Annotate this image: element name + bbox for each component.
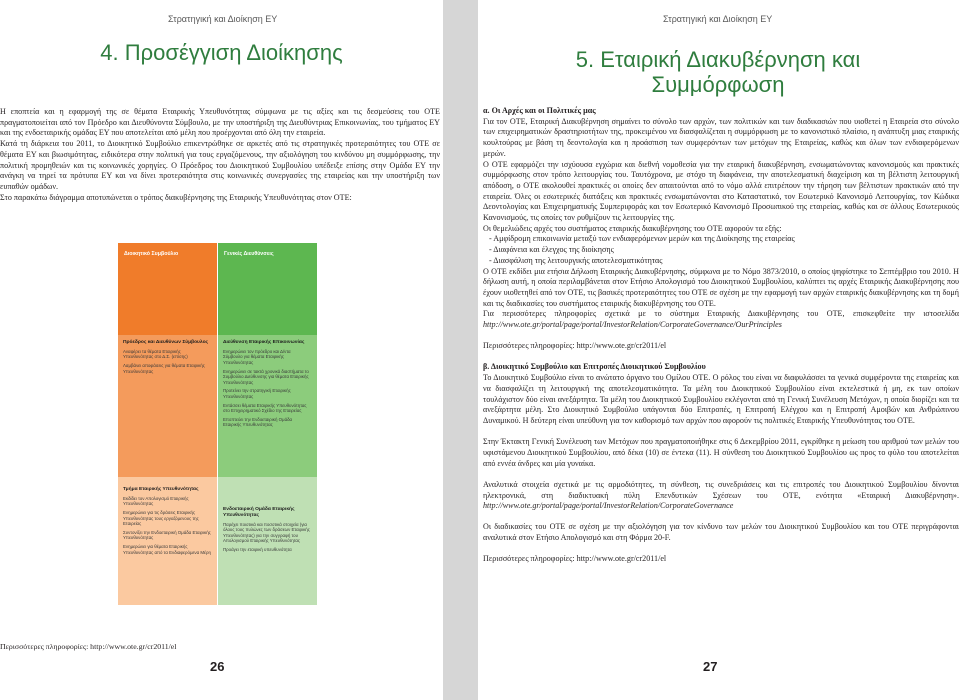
running-header-right: Στρατηγική και Διοίκηση ΕΥ [663,14,773,24]
title-line-1: 5. Εταιρική Διακυβέρνηση και [575,47,861,72]
box-title: Διεύθυνση Εταιρικής Επικοινωνίας [223,340,305,345]
box-corporate-communications [223,340,311,431]
column-title-management: Γενικές Διευθύνσεις [224,251,274,257]
paragraph: Ο ΟΤΕ εφαρμόζει την ισχύουσα εγχώρια και διεθνή νομοθεσία για την εταιρική διακυβέρνηση, ενσωματώνοντας κανονισμούς και πρακτικές συμμόρφωσης στον τρόπο λειτουργίας του. Ταυτόχρονα, με στόχο τη διαφάνεια, την αποτελεσματική διαχείριση και τη βέλτιστη λειτουργική απόδοση, ο ΟΤΕ ακολουθεί πρακτικές οι οποίες δεν απαιτούνται από το νόμο αλλά επιτρέπουν την τήρηση των βέλτιστων πρακτικών από την εταιρεία. Όλες οι εσωτερικές διατάξεις και πρακτικές ενσωματώνονται στο Καταστατικό, τον Εσωτερικό Κανονισμό Λειτουργίας, τον Κώδικα Δεοντολογίας και Επιχειρηματικής Συμπεριφοράς και τον Εσωτερικό Κανονισμό Προσωπικού της εταιρείας, καθώς και σε άλλους Εσωτερικούς Κανονισμούς, τις οποίες τον ρυθμίζουν τις λειτουργίες της. [483,159,959,223]
board-column [118,243,217,605]
box-title: Ενδοεταιρική Ομάδα Εταιρικής Υπευθυνότητας [223,507,295,518]
corporate-governance-link[interactable]: http://www.ote.gr/portal/page/portal/InvestorRelation/CorporateGovernance [483,501,734,511]
paragraph: Ο ΟΤΕ εκδίδει μια ετήσια Δήλωση Εταιρικής Διακυβέρνησης, σύμφωνα με το Νόμο 3873/2010, ο οποίος ψηφίστηκε το Σεπτέμβριο του 2010. Η δήλωση αυτή, η οποία περιλαμβάνεται στον Ετήσιο Απολογισμό του Διοικητικού Συμβουλίου, καλύπτει τις αρχές Εταιρικής Διακυβέρνησης που έχουν υιοθετηθεί από τον ΟΤΕ, τις βασικές προτεραιότητες του ΟΤΕ σε σχέση με την εφαρμογή των αρχών εταιρικής διακυβέρνησης και τη δομή και τις διαδικασίες του συστήματος εταιρικής διακυβέρνησης του ΟΤΕ. [483,266,959,308]
box-item: Ενημερώνει για τις δράσεις Εταιρικής Υπευθυνότητας τους εργαζόμενους της Εταιρείας [123,509,199,527]
right-body [483,106,959,565]
box-item: Αναφέρει τα θέματα Εταιρικής Υπευθυνότητας στο Δ.Σ. (επίσης) [123,348,188,360]
left-page [0,0,443,700]
box-item: Συντονίζει την Ενδοεταιρική Ομάδα Εταιρικής Υπευθυνότητας [123,529,211,541]
box-item: Ενημερώνει για θέματα Εταιρικής Υπευθυνότητας από τα Ενδιαφερόμενα Μέρη [123,543,211,555]
box-item: Ενημερώνει σε τακτά χρονικά διαστήματα το Συμβούλιο Διεύθυνσης για θέματα Εταιρικής Υπευθυνότητας [223,368,309,385]
paragraph: Για τον ΟΤΕ, Εταιρική Διακυβέρνηση σημαίνει το σύνολο των αρχών, των πολιτικών και των διαδικασιών που υιοθετεί η Εταιρεία στο σύνολο των επιχειρηματικών δραστηριοτήτων της, προκειμένου να διασφαλίζεται η συμμόρφωση με το κανονιστικό πλαίσιο, η ανάπτυξη μιας εταιρικής κουλτούρας με βάση τη δεοντολογία και η προάσπιση των συμφερόντων των μετόχων της Εταιρείας, καθώς και όλων των ενδιαφερόμενων μερών. [483,116,959,158]
paragraph [483,480,959,512]
paragraph [483,309,959,330]
paragraph-text: Αναλυτικά στοιχεία σχετικά με τις αρμοδιότητες, τη σύνθεση, τις συνεδριάσεις και τις επιτροπές του Διοικητικού Συμβουλίου δίνονται ηλεκτρονικά, στη διαδικτυακή πύλη Επενδυτικών Σχέσεων του ΟΤΕ, ενότητα «Εταιρική Διακυβέρνηση». [483,479,959,500]
paragraph: Κατά τη διάρκεια του 2011, το Διοικητικό Συμβούλιο επικεντρώθηκε σε αρκετές από τις στρατηγικές προτεραιότητες του ΟΤΕ σε θέματα ΕΥ και βιωσιμότητας, ειδικότερα στην πολιτική για τους εργαζόμενους, την αξιολόγηση του κινδύνου μη συμμόρφωσης, την πολιτική προμηθειών και τις κοινωνικές χορηγίες. Ο Πρόεδρος του Διοικητικού Συμβουλίου υπέδειξε επίσης στην Ομάδα ΕΥ την ανάγκη να τηρεί τα πρότυπα ΕΥ και να δίνει προτεραιότητα στις κοινωνικές συνεργασίες της εταιρείας και την υποστήριξη των ευπαθών ομάδων. [0,139,440,191]
box-item: Εποπτεύει την Ενδοεταιρική Ομάδα Εταιρικής Υπευθυνότητας [223,416,293,428]
running-header-left: Στρατηγική και Διοίκηση ΕΥ [168,14,278,24]
box-cr-team [223,507,311,556]
paragraph: Στο παρακάτω διάγραμμα αποτυπώνεται ο τρόπος διακυβέρνησης της Εταιρικής Υπευθυνότητας στον ΟΤΕ: [0,192,352,202]
section-title-4: 4. Προσέγγιση Διοίκησης [100,40,343,65]
subsection-heading-b: β. Διοικητικό Συμβούλιο και Επιτροπές Διοικητικού Συμβουλίου [483,362,706,372]
page-number-left: 26 [210,659,225,674]
box-title: Πρόεδρος και Διευθύνων Σύμβουλος [123,340,209,345]
title-line-2: Συμμόρφωση [651,72,785,97]
box-item: Ενημερώνει τον πρόεδρο και Δ/ντα Σύμβουλο για θέματα Εταιρικής Υπευθυνότητας [223,348,291,365]
box-item: Προτείνει την στρατηγική Εταιρικής Υπευθυνότητας [223,388,291,399]
paragraph: Το Διοικητικό Συμβούλιο είναι το ανώτατο όργανο του Ομίλου ΟΤΕ. Ο ρόλος του είναι να διαφυλάσσει τα γενικά συμφέροντα της εταιρείας και να διασφαλίζει τη λειτουργική της αποτελεσματικότητα. Τα μέλη του Διοικητικού Συμβουλίου είναι εκτελεστικά ή μη, εκ των οποίων τουλάχιστον δύο είναι ανεξάρτητα. Τα μέλη του Διοικητικού Συμβουλίου εκλέγονται από τη Γενική Συνέλευση Μετόχων, η οποία διορίζει και τα ανεξάρτητα μέλη. Στο Διοικητικό Συμβούλιο υπάγονται δύο Επιτροπές, η Επιτροπή Ελέγχου και η Επιτροπή Αμοιβών και Ανθρώπινου Δυναμικού. Η δεύτερη είναι υπεύθυνη για τον καθορισμό των αρχών που αφορούν τις πολιτικές Εταιρικής Υπευθυνότητας του ΟΤΕ. [483,373,959,425]
box-item: Λαμβάνει αποφάσεις για θέματα Εταιρικής Υπευθυνότητας [123,362,205,374]
page-number-right: 27 [703,659,718,674]
paragraph: Στην Έκτακτη Γενική Συνέλευση των Μετόχων που πραγματοποιήθηκε στις 6 Δεκεμβρίου 2011, εγκρίθηκε η μείωση του αριθμού των μελών του υφιστάμενου Διοικητικού Συμβουλίου, από δέκα (10) σε έντεκα (11). Η σύνθεση του Διοικητικού Συμβουλίου ως προς το φύλο του αποτελείται από εννέα άνδρες και μία γυναίκα. [483,437,959,468]
box-item: Εντάσσει θέματα Εταιρικής Υπευθυνότητας στο Επιχειρηματικό Σχέδιο της Εταιρείας [223,402,307,414]
more-info-link[interactable]: Περισσότερες πληροφορίες: http://www.ote.gr/cr2011/el [0,642,177,651]
principle-item: - Διασφάλιση της λειτουργικής αποτελεσματικότητας [489,255,663,265]
box-item: Εκδίδει τον Απολογισμό Εταιρικής Υπευθυνότητας [123,495,189,507]
box-cr-department [123,487,211,558]
principle-item: - Αμφίδρομη επικοινωνία μεταξύ των ενδιαφερόμενων μερών και της Διοίκησης της εταιρείας [489,234,795,244]
box-item: Παρέχει ποιοτικά και ποσοτικά στοιχεία (για όλους τους πυλώνες των δράσεων Εταιρικής Υπευθυνότητας) για την συγγραφή του Απολογισμού Εταιρικής Υπευθυνότητας [223,521,310,544]
more-info-link[interactable]: Περισσότερες πληροφορίες: http://www.ote.gr/cr2011/el [483,554,667,564]
box-title: Τμήμα Εταιρικής Υπευθυνότητας [123,487,199,492]
box-item: Προάγει την εταιρική υπευθυνότητα [223,546,292,552]
column-title-board: Διοικητικό Συμβούλιο [124,251,179,257]
paragraph-text: Για περισσότερες πληροφορίες σχετικά με το σύστημα Εταιρικής Διακυβέρνησης του ΟΤΕ, επισκεφθείτε την ιστοσελίδα [483,309,959,319]
section-title-5 [553,47,883,97]
paragraph: Η εποπτεία και η εφαρμογή της σε θέματα Εταιρικής Υπευθυνότητας σύμφωνα με τις αξίες και τις δεσμεύσεις του ΟΤΕ πραγματοποιείται από τον Πρόεδρο και Διευθύνοντα Σύμβουλο, με την υποστήριξη της Διευθύντριας Επικοινωνίας, του τμήματος ΕΥ και της ενδοεταιρικής ομάδας ΕΥ που αποτελείται από μέλη που προέρχονται από όλη την εταιρεία. [0,107,440,138]
management-column [218,243,317,605]
left-body [0,107,440,203]
more-info-link[interactable]: Περισσότερες πληροφορίες: http://www.ote.gr/cr2011/el [483,341,667,351]
box-ceo [123,340,211,377]
governance-diagram [118,243,317,605]
right-page [478,0,959,700]
paragraph: Οι διαδικασίες του ΟΤΕ σε σχέση με την αξιολόγηση για τον κίνδυνο των μελών του Διοικητικού Συμβουλίου και του ΟΤΕ περιγράφονται αναλυτικά στον Ετήσιο Απολογισμό και στη Φόρμα 20-F. [483,522,959,543]
subsection-heading-a: α. Οι Αρχές και οι Πολιτικές μας [483,106,596,115]
governance-principles-link[interactable]: http://www.ote.gr/portal/page/portal/InvestorRelation/CorporateGovernance/OurPrinciples [483,320,782,330]
paragraph: Οι θεμελιώδεις αρχές του συστήματος εταιρικής διακυβέρνησης του ΟΤΕ αφορούν τα εξής: [483,223,782,233]
principle-item: - Διαφάνεια και έλεγχος της διοίκησης [489,245,614,255]
